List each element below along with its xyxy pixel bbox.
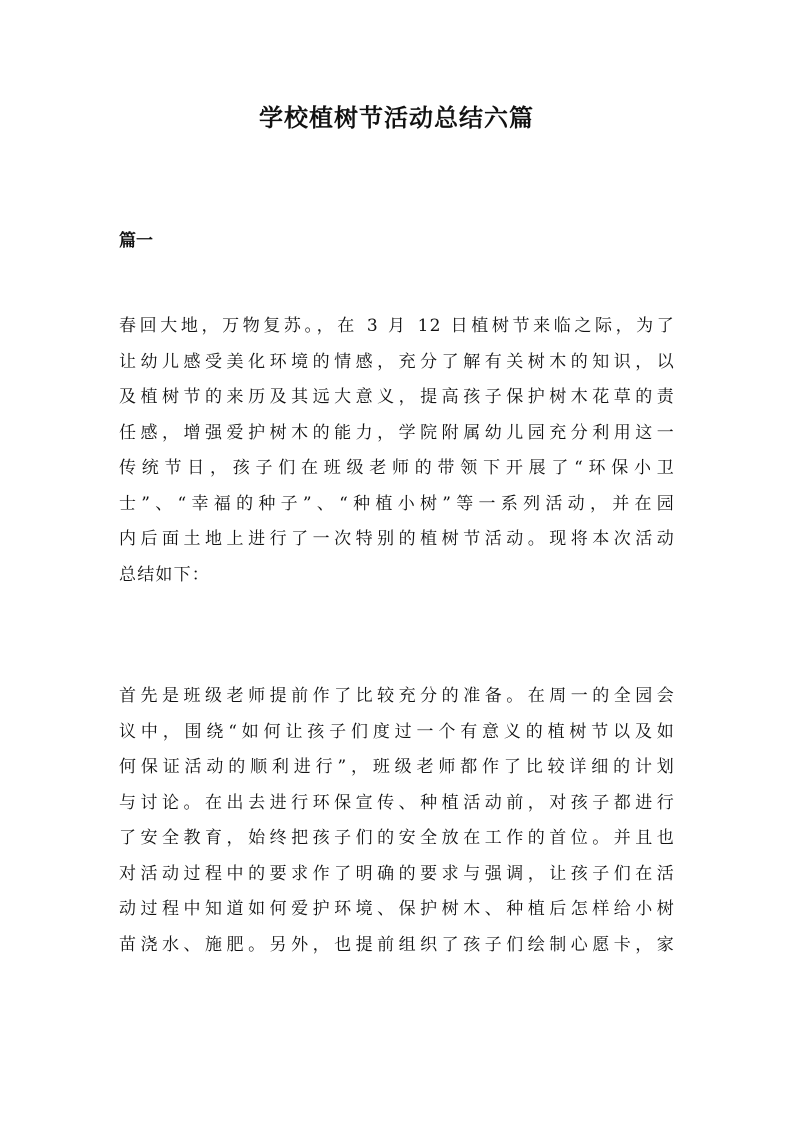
paragraph-line: 春回大地，万物复苏。，在 3 月 12 日植树节来临之际，为了	[119, 316, 675, 336]
paragraph-line: 首先是班级老师提前作了比较充分的准备。在周一的全园会	[119, 686, 675, 706]
section-heading: 篇一	[119, 231, 153, 251]
paragraph-line: 士”、“幸福的种子”、“种植小树”等一系列活动，并在园	[119, 493, 675, 514]
document-title: 学校植树节活动总结六篇	[259, 103, 534, 132]
paragraph-1	[119, 309, 675, 593]
paragraph-line: 总结如下：	[119, 564, 210, 585]
paragraph-2	[119, 679, 675, 963]
paragraph-line: 与讨论。在出去进行环保宣传、种植活动前，对孩子都进行	[119, 792, 675, 813]
paragraph-line: 何保证活动的顺利进行”，班级老师都作了比较详细的计划	[119, 757, 675, 777]
paragraph-line: 苗浇水、施肥。另外，也提前组织了孩子们绘制心愿卡，家	[119, 934, 675, 955]
paragraph-line: 了安全教育，始终把孩子们的安全放在工作的首位。并且也	[119, 828, 675, 848]
paragraph-line: 让幼儿感受美化环境的情感，充分了解有关树木的知识，以	[119, 351, 675, 372]
paragraph-line: 内后面土地上进行了一次特别的植树节活动。现将本次活动	[119, 529, 675, 549]
paragraph-line: 对活动过程中的要求作了明确的要求与强调，让孩子们在活	[119, 863, 675, 884]
paragraph-line: 任感，增强爱护树木的能力，学院附属幼儿园充分利用这一	[119, 422, 675, 443]
paragraph-line: 传统节日，孩子们在班级老师的带领下开展了“环保小卫	[119, 458, 675, 478]
paragraph-line: 及植树节的来历及其远大意义，提高孩子保护树木花草的责	[119, 387, 675, 407]
paragraph-line: 议中，围绕“如何让孩子们度过一个有意义的植树节以及如	[119, 721, 675, 742]
paragraph-line: 动过程中知道如何爱护环境、保护树木、种植后怎样给小树	[119, 899, 675, 919]
